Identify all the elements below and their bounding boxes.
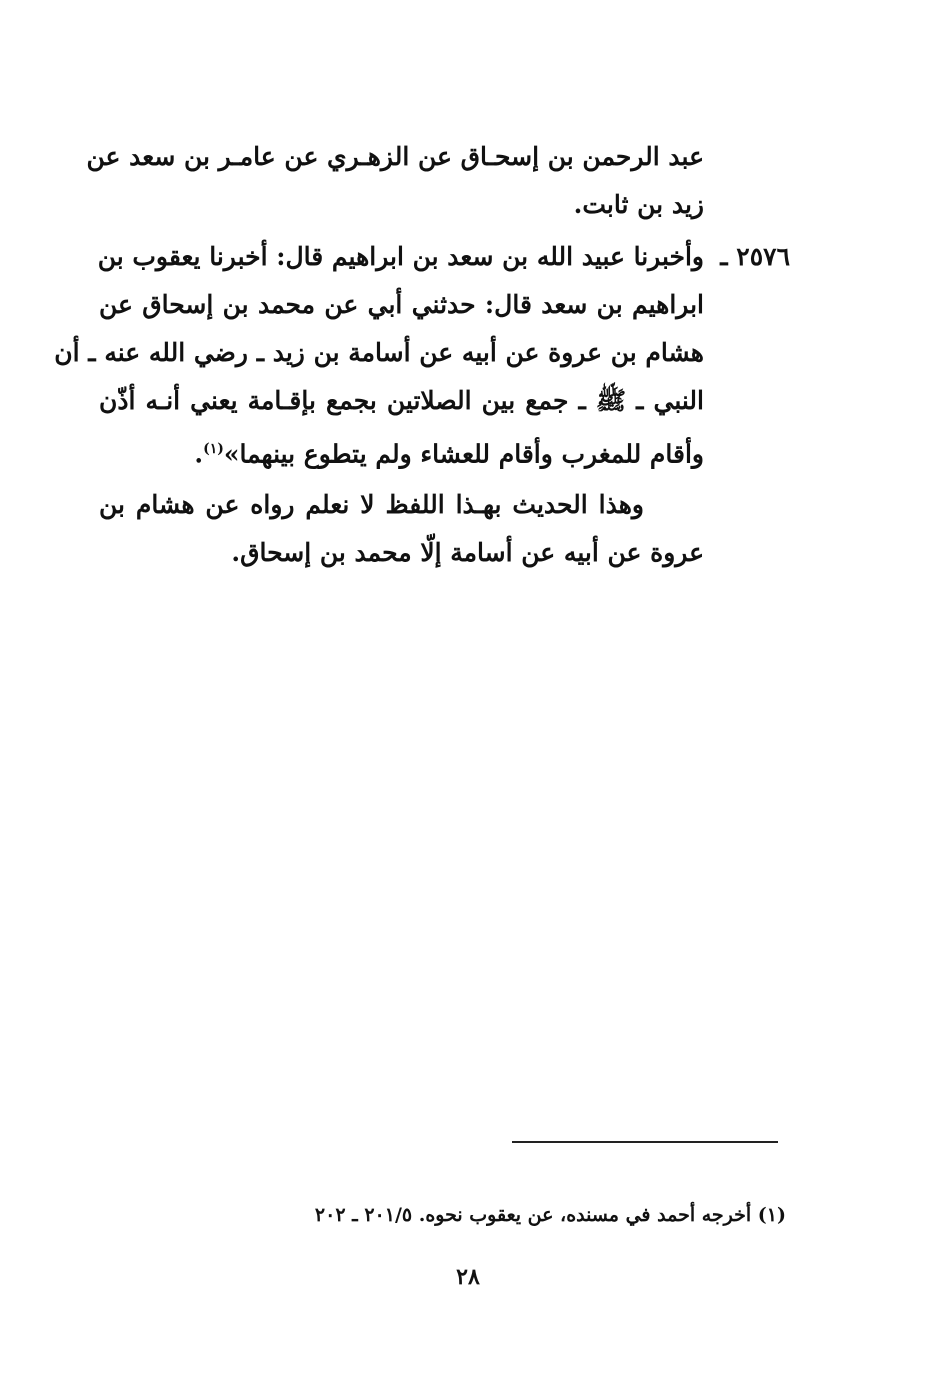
line-end: . <box>194 439 204 469</box>
paragraph-continuation <box>86 140 704 220</box>
text-line: هشام بن عروة عن أبيه عن أسامة بن زيد ـ رضي الله عنه ـ أن <box>54 338 704 367</box>
text-line: وأخبرنا عبيد الله بن سعد بن ابراهيم قال: أخبرنا يعقوب بن <box>97 242 704 271</box>
text-line: النبي ـ ﷺ ـ جمع بين الصلاتين بجمع بإقـامة يعني أنـه أذّن <box>99 386 704 415</box>
text-line: عروة عن أبيه عن أسامة إلّا محمد بن إسحاق. <box>231 538 704 567</box>
footnote: (١) أخرجه أحمد في مسنده، عن يعقوب نحوه. ٢٠١/٥ ـ ٢٠٢ <box>314 1204 786 1226</box>
footnote-separator <box>512 1141 778 1143</box>
text-line: زيد بن ثابت. <box>573 190 704 219</box>
page-number: ٢٨ <box>456 1264 480 1290</box>
text-line: ابراهيم بن سعد قال: حدثني أبي عن محمد بن إسحاق عن <box>99 290 704 319</box>
text-line: وأقام للمغرب وأقام للعشاء ولم يتطوع بينهما» <box>223 439 704 469</box>
text-line: عبد الرحمن بن إسحـاق عن الزهـري عن عامـر بن سعد عن <box>86 142 704 171</box>
paragraph-comment <box>99 488 704 578</box>
text-line-last <box>99 432 704 471</box>
text-line: وهذا الحديث بهـذا اللفظ لا نعلم رواه عن هشام بن <box>99 490 644 519</box>
footnote-marker: (١) <box>203 441 224 457</box>
hadith-text <box>54 240 704 480</box>
hadith-number: ٢٥٧٦ ـ <box>720 242 790 271</box>
